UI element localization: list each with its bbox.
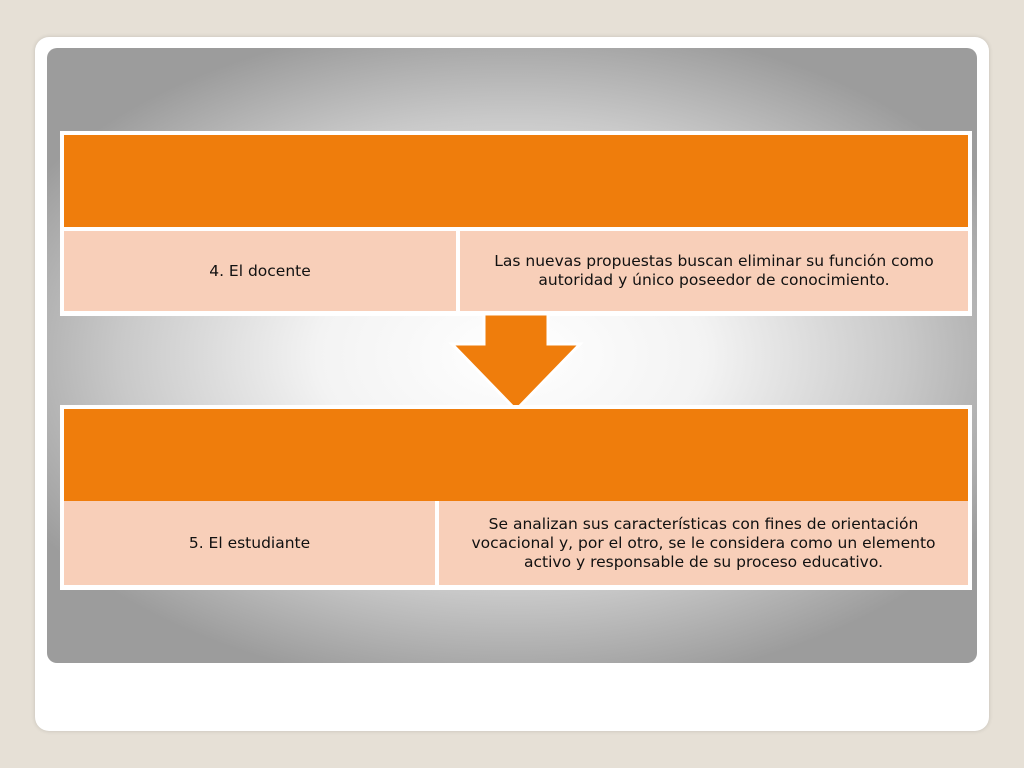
row-description: Se analizan sus características con fines de orientación vocacional y, por el otro, se le considera como un elemento activo y responsable de su proceso educativo. [439, 501, 968, 585]
process-block-docente [60, 131, 972, 316]
down-arrow-icon [446, 314, 586, 414]
row-label: 5. El estudiante [64, 501, 435, 585]
row-description: Las nuevas propuestas buscan eliminar su función como autoridad y único poseedor de conocimiento. [460, 231, 968, 311]
process-block-estudiante [60, 405, 972, 590]
down-arrow-shape [452, 314, 580, 410]
block-header [64, 135, 968, 227]
row-label: 4. El docente [64, 231, 456, 311]
block-header [64, 409, 968, 501]
